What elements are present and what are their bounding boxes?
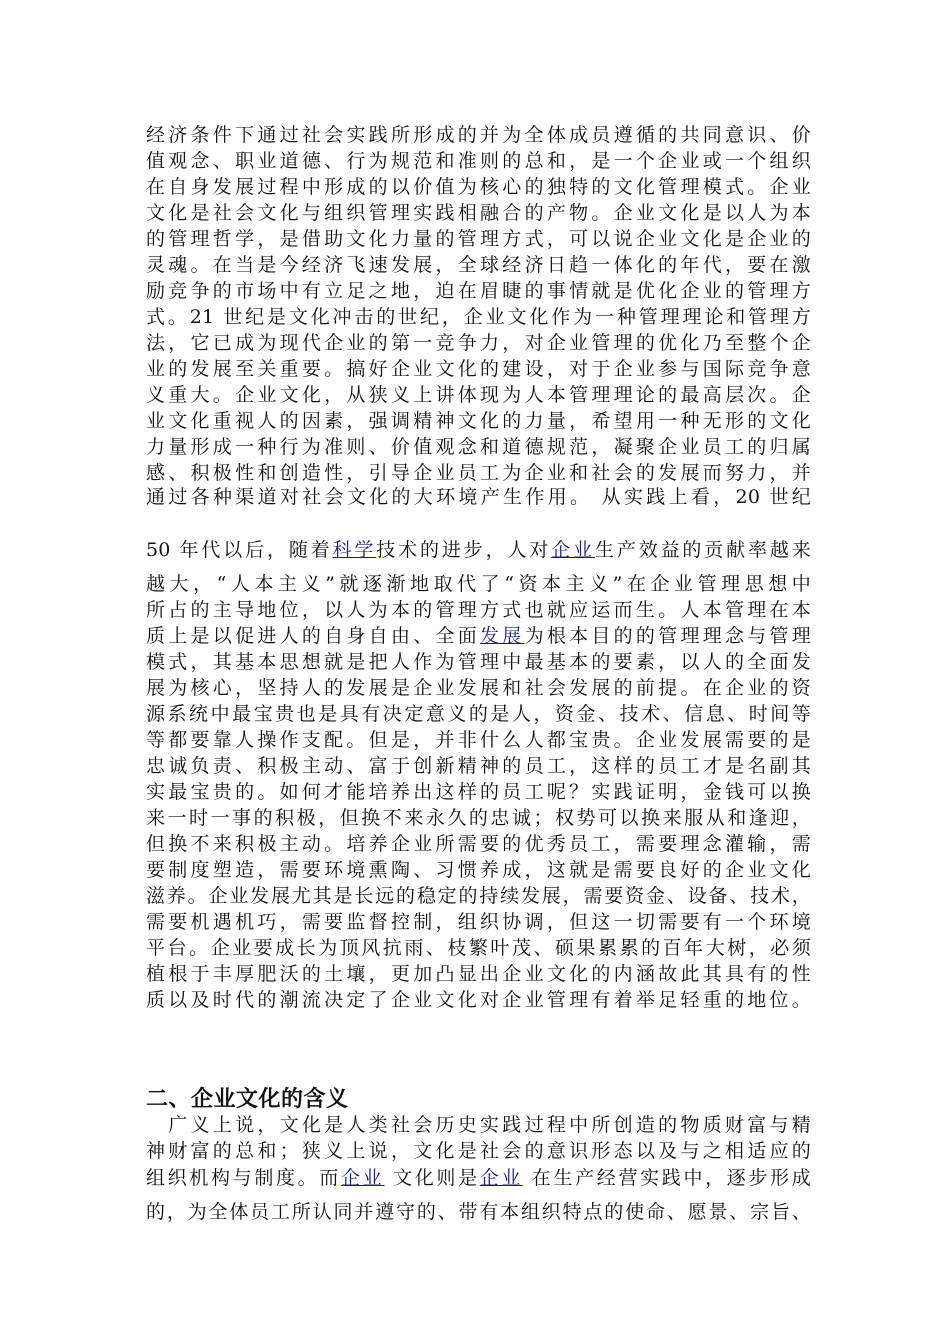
text-line: 但换不来积极主动。培养企业所需要的优秀员工，需要理念灌输，需 [146, 833, 811, 855]
text-line: 源系统中最宝贵也是具有决定意义的是人，资金、技术、信息、时间等 [146, 703, 811, 725]
link-science[interactable]: 科学 [332, 539, 377, 561]
text-line: 质以及时代的潮流决定了企业文化对企业管理有着举足轻重的地位。 [146, 989, 811, 1011]
text-line: 实最宝贵的。如何才能培养出这样的员工呢？实践证明，金钱可以换 [146, 781, 811, 803]
text-span: 在生产经营实践中，逐步形成 [523, 1167, 812, 1189]
text-span: 50 年代以后，随着 [146, 539, 333, 561]
text-line: 业文化重视人的因素，强调精神文化的力量，希望用一种无形的文化 [146, 410, 811, 432]
text-line-with-links [146, 1165, 811, 1191]
text-line: 通过各种渠道对社会文化的大环境产生作用。 从实践上看，20 世纪 [146, 486, 811, 508]
text-line-with-link [146, 623, 811, 649]
text-line: 植根于丰厚肥沃的土壤，更加凸显出企业文化的内涵故此其具有的性 [146, 963, 811, 985]
text-line: 来一时一事的积极，但换不来永久的忠诚；权势可以换来服从和逢迎， [146, 807, 811, 829]
text-span: 生产效益的贡献率越来 [594, 539, 811, 561]
text-line-with-links [146, 537, 811, 563]
text-line: 法，它已成为现代企业的第一竞争力，对企业管理的优化乃至整个企 [146, 332, 811, 354]
text-line: 励竞争的市场中有立足之地，迫在眉睫的事情就是优化企业的管理方 [146, 280, 811, 302]
text-line: 灵魂。在当是今经济飞速发展，全球经济日趋一体化的年代，要在激 [146, 254, 811, 276]
text-line: 等都要靠人操作支配。但是，并非什么人都宝贵。企业发展需要的是 [146, 729, 811, 751]
text-line: 需要机遇机巧，需要监督控制，组织协调，但这一切需要有一个环境 [146, 911, 811, 933]
link-enterprise[interactable]: 企业 [341, 1167, 385, 1189]
body-paragraph-2 [146, 571, 811, 1013]
text-line: 所占的主导地位，以人为本的管理方式也就应运而生。人本管理在本 [146, 599, 811, 621]
body-paragraph-1 [146, 122, 811, 486]
text-line: 感、积极性和创造性，引导企业员工为企业和社会的发展而努力，并 [146, 462, 811, 484]
text-line: 展为核心，坚持人的发展是企业发展和社会发展的前提。在企业的资 [146, 677, 811, 699]
section-heading: 二、企业文化的含义 [146, 1087, 349, 1112]
text-span: 文化则是 [384, 1167, 480, 1189]
text-span: 组织机构与制度。而 [146, 1167, 342, 1189]
text-line: 文化是社会文化与组织管理实践相融合的产物。企业文化是以人为本 [146, 202, 811, 224]
text-line: 忠诚负责、积极主动、富于创新精神的员工，这样的员工才是名副其 [146, 755, 811, 777]
text-span: 质上是以促进人的自身自由、全面 [146, 625, 481, 647]
text-line: 在自身发展过程中形成的以价值为核心的独特的文化管理模式。企业 [146, 176, 811, 198]
text-line: 经济条件下通过社会实践所形成的并为全体成员遵循的共同意识、价 [146, 124, 811, 146]
link-enterprise[interactable]: 企业 [479, 1167, 524, 1189]
link-development[interactable]: 发展 [480, 625, 525, 647]
body-paragraph-3 [146, 1112, 811, 1164]
text-line: 义重大。企业文化，从狭义上讲体现为人本管理理论的最高层次。企 [146, 384, 811, 406]
link-enterprise[interactable]: 企业 [551, 539, 595, 561]
text-line: 的管理哲学，是借助文化力量的管理方式，可以说企业文化是企业的 [146, 228, 811, 250]
text-line: 的，为全体员工所认同并遵守的、带有本组织特点的使命、愿景、宗旨、 [146, 1201, 811, 1223]
text-line: 力量形成一种行为准则、价值观念和道德规范，凝聚企业员工的归属 [146, 436, 811, 458]
text-line: 平台。企业要成长为顶风抗雨、枝繁叶茂、硕果累累的百年大树，必须 [146, 937, 811, 959]
text-line: 式。21 世纪是文化冲击的世纪，企业文化作为一种管理理论和管理方 [146, 306, 811, 328]
text-line: 业的发展至关重要。搞好企业文化的建设，对于企业参与国际竞争意 [146, 358, 811, 380]
text-line: 越大，“人本主义”就逐渐地取代了“资本主义”在企业管理思想中 [146, 573, 811, 595]
text-span: 技术的进步，人对 [376, 539, 552, 561]
text-line: 神财富的总和；狭义上说，文化是社会的意识形态以及与之相适应的 [146, 1140, 811, 1162]
text-line: 模式，其基本思想就是把人作为管理中最基本的要素，以人的全面发 [146, 651, 811, 673]
text-line: 滋养。企业发展尤其是长远的稳定的持续发展，需要资金、设备、技术， [146, 885, 811, 907]
text-line: 值观念、职业道德、行为规范和准则的总和，是一个企业或一个组织 [146, 150, 811, 172]
text-line: 要制度塑造，需要环境熏陶、习惯养成，这就是需要良好的企业文化 [146, 859, 811, 881]
text-line: 广义上说，文化是人类社会历史实践过程中所创造的物质财富与精 [146, 1114, 811, 1136]
text-span: 为根本目的的管理理念与管理 [524, 625, 811, 647]
